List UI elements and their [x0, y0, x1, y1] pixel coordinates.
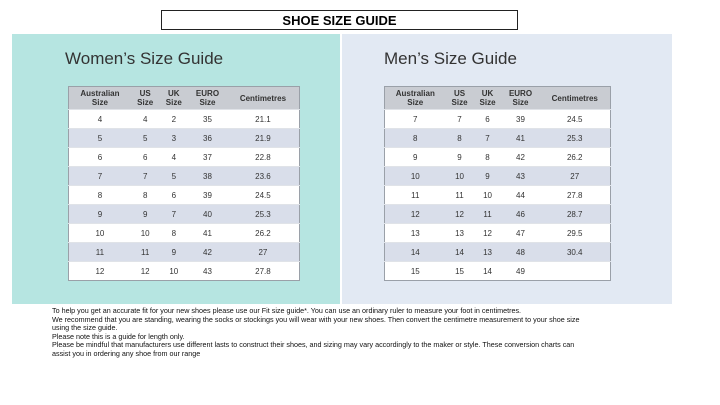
- table-cell: 26.2: [227, 224, 300, 243]
- table-row: [69, 186, 300, 205]
- table-cell: 25.3: [539, 129, 610, 148]
- table-cell: 10: [159, 262, 188, 281]
- column-header: [227, 87, 300, 110]
- column-header: [131, 87, 160, 110]
- table-cell: 43: [502, 167, 540, 186]
- table-cell: 41: [502, 129, 540, 148]
- table-cell: 7: [446, 110, 474, 129]
- note-paragraph: We recommend that you are standing, wearing the socks or stockings you will wear with your new shoes. Then convert the centimetre measurement to your shoe size using the size guide.: [52, 314, 580, 333]
- table-header-row: [385, 87, 611, 110]
- column-header-line: UK: [168, 89, 180, 98]
- table-row: [385, 205, 611, 224]
- table-cell: 39: [502, 110, 540, 129]
- table-cell: 7: [131, 167, 160, 186]
- table-cell: 48: [502, 243, 540, 262]
- table-cell: 7: [385, 110, 446, 129]
- table-cell: 6: [474, 110, 502, 129]
- table-cell: 6: [69, 148, 131, 167]
- table-cell: 35: [188, 110, 227, 129]
- table-row: [69, 262, 300, 281]
- column-header-line: US: [139, 89, 151, 98]
- table-cell: 42: [188, 243, 227, 262]
- column-header: [69, 87, 131, 110]
- table-row: [69, 148, 300, 167]
- table-cell: 12: [446, 205, 474, 224]
- womens-size-guide-title: Women’s Size Guide: [65, 49, 224, 68]
- size-guide-notes: [52, 307, 592, 359]
- table-row: [69, 205, 300, 224]
- table-cell: 21.9: [227, 129, 300, 148]
- table-cell: 12: [131, 262, 160, 281]
- table-row: [385, 148, 611, 167]
- column-header-line: US: [453, 89, 466, 98]
- table-cell: 2: [159, 110, 188, 129]
- table-cell: 8: [474, 148, 502, 167]
- table-row: [385, 186, 611, 205]
- table-cell: 9: [159, 243, 188, 262]
- table-cell: 8: [131, 186, 160, 205]
- table-row: [385, 262, 611, 281]
- table-row: [69, 129, 300, 148]
- column-header: [539, 87, 610, 110]
- table-cell: 21.1: [227, 110, 300, 129]
- column-header-line: Size: [479, 98, 496, 107]
- table-cell: 47: [502, 224, 540, 243]
- table-cell: 22.8: [227, 148, 300, 167]
- womens-size-table: [68, 86, 300, 281]
- column-header-line: UK: [481, 89, 494, 98]
- table-cell: 11: [385, 186, 446, 205]
- table-cell: 12: [385, 205, 446, 224]
- table-cell: 23.6: [227, 167, 300, 186]
- column-header-line: Size: [512, 98, 529, 107]
- table-cell: 10: [69, 224, 131, 243]
- table-cell: 27: [227, 243, 300, 262]
- table-cell: 13: [385, 224, 446, 243]
- table-cell: 5: [131, 129, 160, 148]
- table-cell: 10: [131, 224, 160, 243]
- column-header: [502, 87, 540, 110]
- table-cell: 7: [474, 129, 502, 148]
- table-cell: 10: [446, 167, 474, 186]
- table-cell: 9: [131, 205, 160, 224]
- column-header-line: Size: [165, 98, 182, 107]
- table-cell: 42: [502, 148, 540, 167]
- table-cell: 9: [474, 167, 502, 186]
- table-cell: 41: [188, 224, 227, 243]
- table-cell: 26.2: [539, 148, 610, 167]
- column-header-line: EURO: [508, 89, 533, 98]
- table-cell: 14: [474, 262, 502, 281]
- column-header-line: Size: [91, 98, 108, 107]
- page-title: SHOE SIZE GUIDE: [161, 10, 518, 30]
- table-row: [385, 224, 611, 243]
- column-header-line: Centimetres: [239, 93, 287, 103]
- table-cell: 8: [446, 129, 474, 148]
- womens-size-panel: [12, 34, 340, 304]
- table-cell: 10: [474, 186, 502, 205]
- column-header: [474, 87, 502, 110]
- table-cell: 4: [69, 110, 131, 129]
- table-cell: [539, 262, 610, 281]
- table-cell: 25.3: [227, 205, 300, 224]
- table-cell: 15: [446, 262, 474, 281]
- table-cell: 27.8: [539, 186, 610, 205]
- table-row: [69, 243, 300, 262]
- column-header-line: Australian: [80, 89, 120, 98]
- table-cell: 29.5: [539, 224, 610, 243]
- column-header-line: Size: [199, 98, 216, 107]
- table-cell: 38: [188, 167, 227, 186]
- column-header-line: EURO: [195, 89, 220, 98]
- table-cell: 11: [474, 205, 502, 224]
- table-cell: 8: [385, 129, 446, 148]
- column-header: [188, 87, 227, 110]
- note-paragraph: To help you get an accurate fit for your new shoes please use our Fit size guide*. You can use an ordinary ruler to measure your foot in centimetres.: [52, 306, 522, 315]
- table-row: [385, 129, 611, 148]
- table-cell: 24.5: [227, 186, 300, 205]
- table-cell: 15: [385, 262, 446, 281]
- table-cell: 30.4: [539, 243, 610, 262]
- table-cell: 4: [159, 148, 188, 167]
- column-header-line: Centimetres: [551, 93, 598, 103]
- table-cell: 9: [446, 148, 474, 167]
- table-cell: 4: [131, 110, 160, 129]
- table-cell: 5: [69, 129, 131, 148]
- table-cell: 44: [502, 186, 540, 205]
- table-row: [69, 167, 300, 186]
- table-row: [385, 167, 611, 186]
- table-cell: 12: [69, 262, 131, 281]
- mens-size-guide-title: Men’s Size Guide: [384, 49, 517, 68]
- column-header: [446, 87, 474, 110]
- table-cell: 13: [474, 243, 502, 262]
- column-header-line: Size: [451, 98, 468, 107]
- table-cell: 40: [188, 205, 227, 224]
- table-cell: 28.7: [539, 205, 610, 224]
- table-cell: 7: [69, 167, 131, 186]
- note-paragraph: Please be mindful that manufacturers use different lasts to construct their shoes, and sizing may vary accordingly to the maker or style. These conversion charts can assist you in ordering any shoe from our range: [52, 340, 575, 358]
- table-cell: 11: [446, 186, 474, 205]
- column-header-line: Australian: [395, 89, 435, 98]
- table-cell: 37: [188, 148, 227, 167]
- table-cell: 3: [159, 129, 188, 148]
- table-row: [385, 110, 611, 129]
- table-cell: 39: [188, 186, 227, 205]
- mens-size-table: [384, 86, 611, 281]
- table-cell: 5: [159, 167, 188, 186]
- table-cell: 11: [131, 243, 160, 262]
- table-cell: 11: [69, 243, 131, 262]
- table-cell: 36: [188, 129, 227, 148]
- table-cell: 7: [159, 205, 188, 224]
- table-cell: 10: [385, 167, 446, 186]
- table-cell: 9: [69, 205, 131, 224]
- column-header-line: Size: [407, 98, 424, 107]
- column-header: [385, 87, 446, 110]
- table-cell: 27.8: [227, 262, 300, 281]
- table-row: [385, 243, 611, 262]
- note-paragraph: Please note this is a guide for length only.: [52, 331, 185, 341]
- mens-size-panel: [342, 34, 672, 304]
- table-row: [69, 110, 300, 129]
- table-cell: 8: [69, 186, 131, 205]
- column-header: [159, 87, 188, 110]
- table-cell: 24.5: [539, 110, 610, 129]
- table-cell: 9: [385, 148, 446, 167]
- table-cell: 46: [502, 205, 540, 224]
- table-cell: 43: [188, 262, 227, 281]
- table-header-row: [69, 87, 300, 110]
- table-row: [69, 224, 300, 243]
- table-cell: 13: [446, 224, 474, 243]
- table-cell: 6: [159, 186, 188, 205]
- table-cell: 12: [474, 224, 502, 243]
- table-cell: 27: [539, 167, 610, 186]
- table-cell: 49: [502, 262, 540, 281]
- table-cell: 6: [131, 148, 160, 167]
- table-cell: 14: [385, 243, 446, 262]
- column-header-line: Size: [137, 98, 154, 107]
- table-cell: 8: [159, 224, 188, 243]
- table-cell: 14: [446, 243, 474, 262]
